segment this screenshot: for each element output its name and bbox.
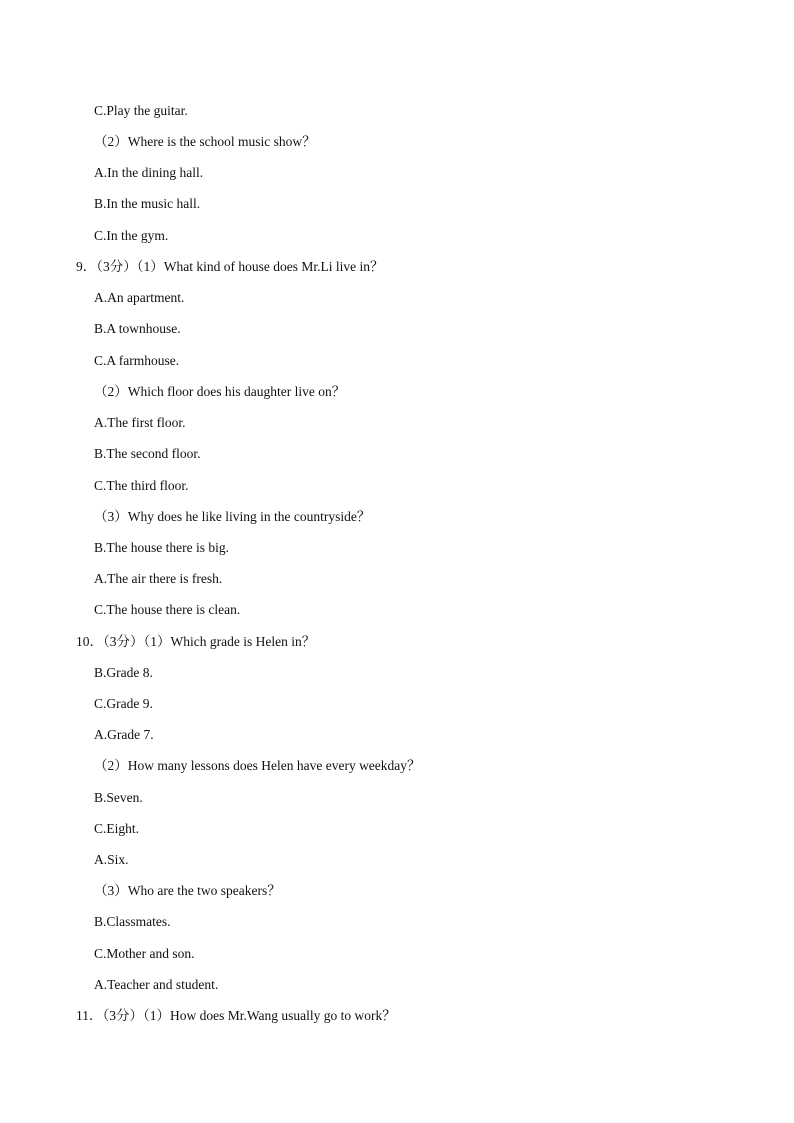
- option-line: B.Grade 8.: [94, 665, 153, 680]
- option-line: A.Six.: [94, 852, 129, 867]
- option-line: B.Classmates.: [94, 914, 171, 929]
- option-line: A.In the dining hall.: [94, 165, 204, 180]
- question-9-line: 9．（3分）（1）What kind of house does Mr.Li live in？: [76, 259, 384, 274]
- option-line: C.The third floor.: [94, 478, 189, 493]
- option-line: C.Play the guitar.: [94, 103, 188, 118]
- subquestion-line: （3）Why does he like living in the countryside？: [94, 509, 371, 524]
- subquestion-line: （2）Which floor does his daughter live on？: [94, 384, 346, 399]
- option-line: C.Eight.: [94, 821, 140, 836]
- option-line: A.Teacher and student.: [94, 977, 219, 992]
- option-line: B.Seven.: [94, 790, 143, 805]
- option-line: C.In the gym.: [94, 228, 169, 243]
- option-line: C.The house there is clean.: [94, 602, 241, 617]
- option-line: A.An apartment.: [94, 290, 185, 305]
- option-line: A.The first floor.: [94, 415, 186, 430]
- option-line: B.In the music hall.: [94, 196, 201, 211]
- subquestion-line: （2）How many lessons does Helen have every weekday？: [94, 758, 421, 773]
- option-line: C.Mother and son.: [94, 946, 195, 961]
- option-line: B.A townhouse.: [94, 321, 181, 336]
- option-line: C.Grade 9.: [94, 696, 153, 711]
- option-line: A.The air there is fresh.: [94, 571, 223, 586]
- option-line: B.The house there is big.: [94, 540, 229, 555]
- subquestion-line: （3）Who are the two speakers？: [94, 883, 281, 898]
- option-line: A.Grade 7.: [94, 727, 154, 742]
- option-line: B.The second floor.: [94, 446, 201, 461]
- subquestion-line: （2）Where is the school music show？: [94, 134, 316, 149]
- question-10-line: 10．（3分）（1）Which grade is Helen in？: [76, 634, 316, 649]
- option-line: C.A farmhouse.: [94, 353, 180, 368]
- question-11-line: 11．（3分）（1）How does Mr.Wang usually go to work？: [76, 1008, 396, 1023]
